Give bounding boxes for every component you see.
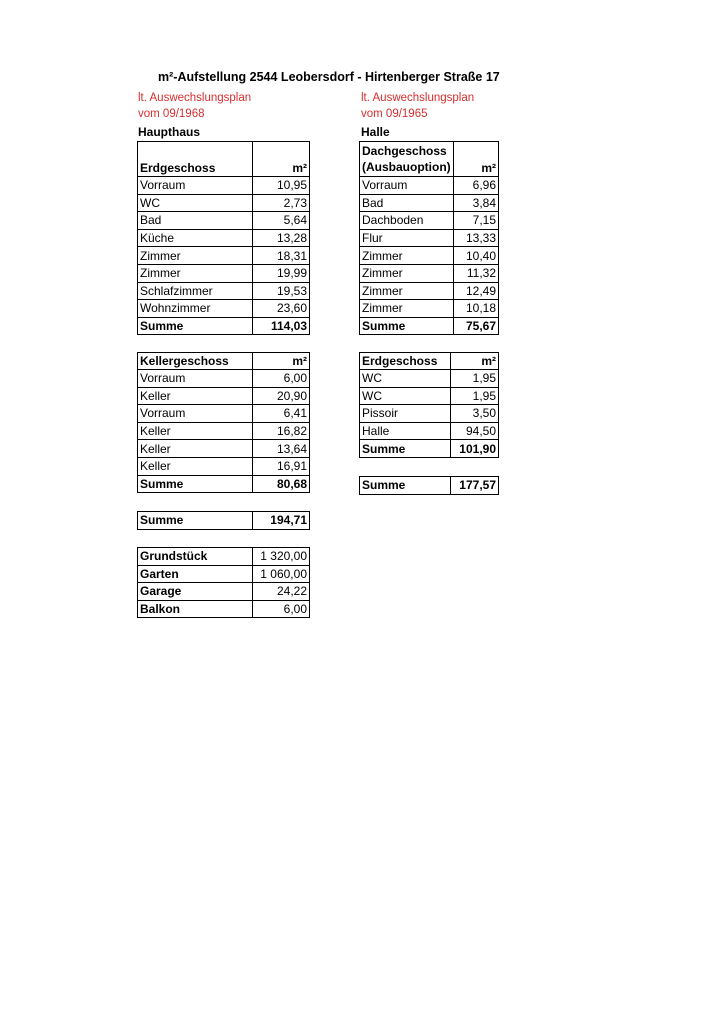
row-name: Zimmer	[360, 247, 454, 265]
table-row	[360, 264, 499, 282]
table-row	[138, 387, 310, 405]
left-building-label: Haupthaus	[138, 125, 201, 139]
row-value: 7,15	[453, 212, 498, 230]
table-row	[138, 264, 310, 282]
row-value: 11,32	[453, 264, 498, 282]
page-title: m²-Aufstellung 2544 Leobersdorf - Hirtenberger Straße 17	[158, 70, 500, 84]
row-value: 2,73	[253, 194, 310, 212]
row-name: Keller	[138, 387, 253, 405]
table-row	[138, 247, 310, 265]
row-name: Zimmer	[360, 264, 454, 282]
total-label: Summe	[138, 512, 253, 530]
row-value: 1 060,00	[253, 565, 310, 583]
row-value: 13,28	[253, 229, 310, 247]
table-header: Erdgeschoss	[360, 353, 451, 370]
unit-header: m²	[451, 353, 499, 370]
table-body	[360, 177, 499, 318]
row-name: Schlafzimmer	[138, 282, 253, 300]
row-name: Dachboden	[360, 212, 454, 230]
table-row	[138, 282, 310, 300]
sum-value: 114,03	[253, 317, 310, 335]
table-header	[360, 142, 454, 177]
table-body	[138, 370, 310, 476]
table-row	[138, 457, 310, 475]
table-header: Kellergeschoss	[138, 353, 253, 370]
row-name: Wohnzimmer	[138, 300, 253, 318]
table-haupthaus-kellergeschoss	[137, 352, 310, 493]
row-name: Garage	[138, 583, 253, 601]
row-name: Vorraum	[360, 177, 454, 195]
right-plan-line2: vom 09/1965	[361, 108, 428, 120]
table-row	[360, 387, 499, 405]
table-row	[138, 422, 310, 440]
row-value: 19,99	[253, 264, 310, 282]
row-value: 3,84	[453, 194, 498, 212]
row-value: 16,91	[253, 457, 310, 475]
table-row	[138, 600, 310, 618]
table-header: Erdgeschoss	[138, 142, 253, 177]
row-value: 16,82	[253, 422, 310, 440]
unit-header: m²	[253, 353, 310, 370]
total-value: 177,57	[451, 477, 499, 495]
right-building-label: Halle	[361, 125, 390, 139]
table-body	[138, 177, 310, 318]
row-name: Flur	[360, 229, 454, 247]
table-row	[360, 177, 499, 195]
row-value: 94,50	[451, 422, 499, 440]
table-row	[138, 548, 310, 566]
table-row	[138, 212, 310, 230]
table-halle-dachgeschoss	[359, 141, 499, 335]
table-row	[138, 194, 310, 212]
table-row	[360, 300, 499, 318]
row-name: Küche	[138, 229, 253, 247]
row-value: 19,53	[253, 282, 310, 300]
row-name: Garten	[138, 565, 253, 583]
left-plan-line2: vom 09/1968	[138, 108, 205, 120]
total-label: Summe	[360, 477, 451, 495]
table-row	[360, 229, 499, 247]
row-value: 23,60	[253, 300, 310, 318]
row-name: Vorraum	[138, 177, 253, 195]
row-value: 6,00	[253, 600, 310, 618]
table-row	[138, 229, 310, 247]
row-name: Zimmer	[138, 247, 253, 265]
row-name: WC	[360, 387, 451, 405]
row-value: 1,95	[451, 370, 499, 388]
table-row	[138, 440, 310, 458]
total-value: 194,71	[253, 512, 310, 530]
sum-value: 75,67	[453, 317, 498, 335]
header-line1: Dachgeschoss	[362, 144, 447, 158]
table-row	[360, 422, 499, 440]
row-name: WC	[138, 194, 253, 212]
sum-label: Summe	[360, 317, 454, 335]
row-name: Grundstück	[138, 548, 253, 566]
row-value: 12,49	[453, 282, 498, 300]
table-haupthaus-erdgeschoss	[137, 141, 310, 335]
unit-header: m²	[253, 142, 310, 177]
row-name: Zimmer	[360, 300, 454, 318]
header-line2: (Ausbauoption)	[362, 160, 451, 174]
row-name: Vorraum	[138, 370, 253, 388]
table-halle-total	[359, 476, 499, 495]
row-name: Keller	[138, 457, 253, 475]
row-name: Zimmer	[138, 264, 253, 282]
row-name: Vorraum	[138, 405, 253, 423]
table-row	[138, 583, 310, 601]
row-value: 18,31	[253, 247, 310, 265]
table-row	[360, 370, 499, 388]
row-value: 13,33	[453, 229, 498, 247]
table-row	[138, 370, 310, 388]
row-value: 24,22	[253, 583, 310, 601]
row-name: Keller	[138, 440, 253, 458]
row-value: 20,90	[253, 387, 310, 405]
sum-value: 101,90	[451, 440, 499, 458]
row-value: 6,96	[453, 177, 498, 195]
table-row	[360, 405, 499, 423]
row-name: Bad	[138, 212, 253, 230]
table-extras	[137, 547, 310, 618]
table-body	[360, 370, 499, 440]
row-name: Bad	[360, 194, 454, 212]
table-row	[360, 247, 499, 265]
row-value: 10,40	[453, 247, 498, 265]
row-name: Keller	[138, 422, 253, 440]
table-haupthaus-total	[137, 511, 310, 530]
table-row	[138, 565, 310, 583]
sum-label: Summe	[138, 475, 253, 493]
row-value: 3,50	[451, 405, 499, 423]
row-name: Zimmer	[360, 282, 454, 300]
sum-label: Summe	[138, 317, 253, 335]
row-name: Pissoir	[360, 405, 451, 423]
left-plan-line1: lt. Auswechslungsplan	[138, 92, 252, 104]
table-row	[138, 405, 310, 423]
row-value: 10,18	[453, 300, 498, 318]
row-value: 6,00	[253, 370, 310, 388]
unit-header: m²	[453, 142, 498, 177]
row-value: 5,64	[253, 212, 310, 230]
table-row	[360, 194, 499, 212]
row-value: 6,41	[253, 405, 310, 423]
row-value: 1 320,00	[253, 548, 310, 566]
table-row	[138, 177, 310, 195]
row-value: 1,95	[451, 387, 499, 405]
right-plan-line1: lt. Auswechslungsplan	[361, 92, 475, 104]
row-name: Halle	[360, 422, 451, 440]
table-row	[360, 212, 499, 230]
row-name: Balkon	[138, 600, 253, 618]
row-value: 10,95	[253, 177, 310, 195]
table-row	[360, 282, 499, 300]
table-body	[138, 548, 310, 618]
sum-label: Summe	[360, 440, 451, 458]
sum-value: 80,68	[253, 475, 310, 493]
row-value: 13,64	[253, 440, 310, 458]
table-row	[138, 300, 310, 318]
row-name: WC	[360, 370, 451, 388]
table-halle-erdgeschoss	[359, 352, 499, 458]
